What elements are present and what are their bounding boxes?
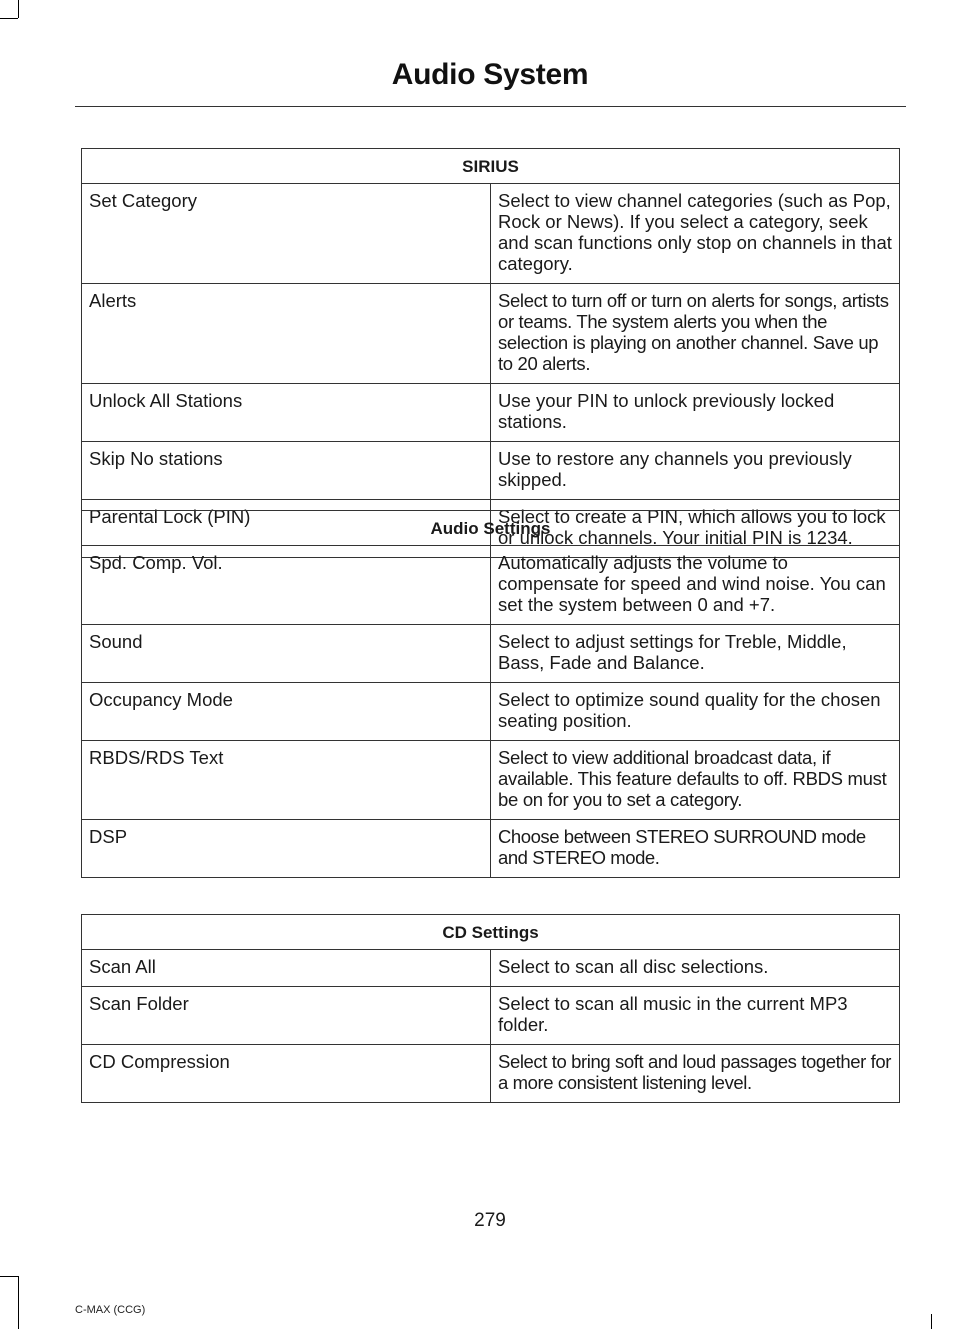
setting-description: Select to view channel categories (such as Pop, Rock or News). If you select a category, seek and scan functions only stop on channels in that category. (491, 184, 900, 284)
setting-name: CD Compression (82, 1045, 491, 1103)
cd-settings-table (81, 914, 900, 1103)
setting-description: Select to scan all disc selections. (491, 950, 900, 987)
table-header: CD Settings (82, 915, 900, 950)
table-row (82, 284, 900, 384)
setting-description: Choose between STEREO SURROUND mode and STEREO mode. (491, 820, 900, 878)
setting-description: Select to view additional broadcast data, if available. This feature defaults to off. RBDS must be on for you to set a category. (491, 741, 900, 820)
title-divider (75, 106, 906, 107)
crop-mark (18, 1276, 19, 1329)
setting-description: Automatically adjusts the volume to compensate for speed and wind noise. You can set the system between 0 and +7. (491, 546, 900, 625)
setting-name: Skip No stations (82, 442, 491, 500)
setting-name: Unlock All Stations (82, 384, 491, 442)
footer-model: C-MAX (CCG) (75, 1304, 146, 1316)
setting-description: Select to adjust settings for Treble, Middle, Bass, Fade and Balance. (491, 625, 900, 683)
setting-name: Spd. Comp. Vol. (82, 546, 491, 625)
setting-description: Select to scan all music in the current MP3 folder. (491, 987, 900, 1045)
setting-name: Scan All (82, 950, 491, 987)
table-header: SIRIUS (82, 149, 900, 184)
table-row (82, 987, 900, 1045)
crop-mark (0, 18, 18, 19)
crop-mark (0, 1276, 18, 1277)
table-row (82, 820, 900, 878)
setting-name: DSP (82, 820, 491, 878)
table-row (82, 442, 900, 500)
setting-name: Sound (82, 625, 491, 683)
setting-name: Alerts (82, 284, 491, 384)
table-row (82, 625, 900, 683)
setting-description: Select to turn off or turn on alerts for songs, artists or teams. The system alerts you when the selection is playing on another channel. Save up to 20 alerts. (491, 284, 900, 384)
table-row (82, 1045, 900, 1103)
page-title: Audio System (391, 58, 589, 91)
page-number: 279 (474, 1210, 506, 1231)
setting-description: Select to bring soft and loud passages together for a more consistent listening level. (491, 1045, 900, 1103)
table-row (82, 741, 900, 820)
sirius-table (81, 148, 900, 558)
setting-name: Scan Folder (82, 987, 491, 1045)
setting-name: Parental Lock (PIN) (82, 500, 491, 558)
setting-description: Select to optimize sound quality for the chosen seating position. (491, 683, 900, 741)
table-row (82, 683, 900, 741)
setting-description: Use to restore any channels you previously skipped. (491, 442, 900, 500)
table-row (82, 546, 900, 625)
table-row (82, 950, 900, 987)
table-header: Audio Settings (82, 511, 900, 546)
table-row (82, 184, 900, 284)
setting-name: RBDS/RDS Text (82, 741, 491, 820)
crop-mark (18, 0, 19, 18)
setting-name: Set Category (82, 184, 491, 284)
crop-mark (931, 1314, 932, 1329)
setting-description: Use your PIN to unlock previously locked stations. (491, 384, 900, 442)
table-row (82, 384, 900, 442)
setting-description: Select to create a PIN, which allows you to lock or unlock channels. Your initial PIN is 1234. (491, 500, 900, 558)
audio-settings-table (81, 510, 900, 878)
setting-name: Occupancy Mode (82, 683, 491, 741)
